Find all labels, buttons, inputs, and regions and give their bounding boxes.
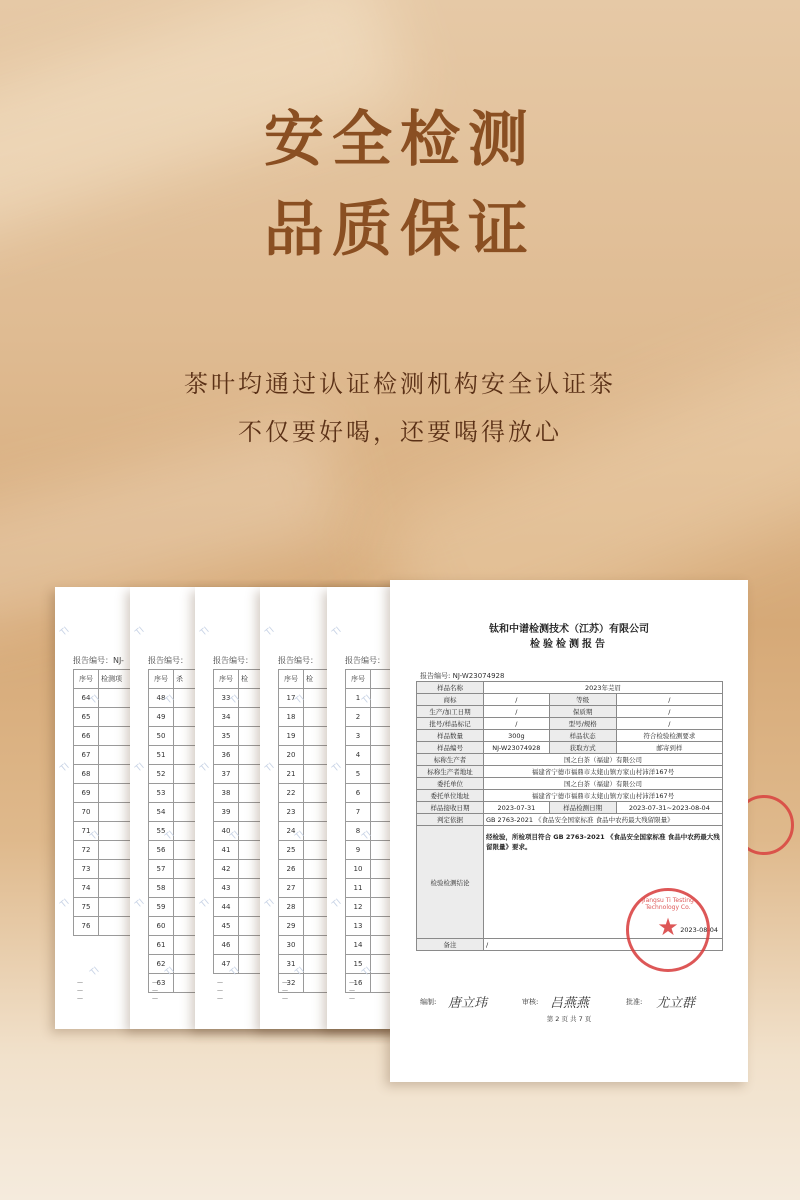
sheet-col-header: 序号: [149, 670, 174, 689]
row-number: 22: [279, 784, 304, 803]
row-number: 23: [279, 803, 304, 822]
field-label: 样品名称: [417, 682, 484, 694]
field-value: 国之白茶（福建）有限公司: [484, 778, 723, 790]
row-number: 69: [74, 784, 99, 803]
page-number: 第 2 页 共 7 页: [546, 1015, 592, 1023]
issue-date: 2023-08-04: [680, 926, 718, 934]
watermark-icon: TI: [133, 625, 147, 639]
row-number: 46: [214, 936, 239, 955]
field-value: /: [616, 694, 722, 706]
row-number: 42: [214, 860, 239, 879]
field-value: 2023年芫眉: [484, 682, 723, 694]
row-number: 37: [214, 765, 239, 784]
report-title: 检验检测报告: [530, 639, 608, 650]
row-number: 52: [149, 765, 174, 784]
test-report-front: [390, 580, 748, 1082]
row-number: 55: [149, 822, 174, 841]
watermark-icon: TI: [88, 829, 102, 843]
row-number: 71: [74, 822, 99, 841]
sheet-report-number: 报告编号：: [148, 656, 188, 665]
seal-star-icon: ★: [657, 913, 679, 941]
report-row: [417, 694, 723, 706]
field-label: 样品检测日期: [549, 802, 616, 814]
field-value: 2023-07-31: [484, 802, 550, 814]
heading-line2: 品质保证: [264, 195, 536, 265]
row-number: 47: [214, 955, 239, 974]
watermark-icon: TI: [330, 897, 344, 911]
field-value: /: [616, 718, 722, 730]
watermark-icon: TI: [198, 625, 212, 639]
sheet-report-number: 报告编号：: [213, 656, 253, 665]
row-number: 34: [214, 708, 239, 727]
sheet-col-header: 序号: [279, 670, 304, 689]
approver-signature: 尤立群: [656, 996, 696, 1011]
row-number: 70: [74, 803, 99, 822]
row-number: 31: [279, 955, 304, 974]
report-row: [417, 766, 723, 778]
report-number: 报告编号: NJ-W23074928: [420, 672, 505, 680]
row-number: 43: [214, 879, 239, 898]
report-row: [417, 778, 723, 790]
watermark-icon: TI: [293, 693, 307, 707]
row-number: 72: [74, 841, 99, 860]
row-number: 67: [74, 746, 99, 765]
conclusion-label: 检验检测结论: [417, 826, 484, 939]
watermark-icon: TI: [263, 625, 277, 639]
sheet-footer: — — —: [349, 979, 355, 1002]
row-number: 19: [279, 727, 304, 746]
row-number: 8: [346, 822, 371, 841]
field-value: /: [616, 706, 722, 718]
field-label: 批号/样品标记: [417, 718, 484, 730]
watermark-icon: TI: [198, 761, 212, 775]
row-number: 6: [346, 784, 371, 803]
row-number: 7: [346, 803, 371, 822]
subtitle-line2: 不仅要好喝，还要喝得放心: [238, 418, 562, 446]
row-number: 50: [149, 727, 174, 746]
row-number: 44: [214, 898, 239, 917]
report-company: 钛和中谱检测技术（江苏）有限公司: [489, 624, 649, 635]
field-value: 2023-07-31~2023-08-04: [616, 802, 722, 814]
watermark-icon: TI: [198, 897, 212, 911]
field-label: 委托单位地址: [417, 790, 484, 802]
watermark-icon: TI: [133, 761, 147, 775]
remark-value: /: [484, 939, 723, 951]
watermark-icon: TI: [263, 761, 277, 775]
report-row: [417, 742, 723, 754]
row-number: 2: [346, 708, 371, 727]
watermark-icon: TI: [330, 761, 344, 775]
row-number: 61: [149, 936, 174, 955]
field-label: 样品接收日期: [417, 802, 484, 814]
editor-label: 编制:: [420, 998, 437, 1006]
row-number: 14: [346, 936, 371, 955]
row-number: 45: [214, 917, 239, 936]
field-label: 保质期: [549, 706, 616, 718]
field-label: 生产/加工日期: [417, 706, 484, 718]
field-value: 福建省宁德市福鼎市太姥山镇方家山村沛洋167号: [484, 766, 723, 778]
row-number: 20: [279, 746, 304, 765]
watermark-icon: TI: [228, 965, 242, 979]
field-value: /: [484, 694, 550, 706]
sheet-col-header: 序号: [74, 670, 99, 689]
row-number: 54: [149, 803, 174, 822]
report-row: [417, 754, 723, 766]
field-label: 样品状态: [549, 730, 616, 742]
row-number: 33: [214, 689, 239, 708]
row-number: 12: [346, 898, 371, 917]
row-number: 3: [346, 727, 371, 746]
row-number: 73: [74, 860, 99, 879]
subtitle-line1: 茶叶均通过认证检测机构安全认证茶: [184, 370, 616, 398]
watermark-icon: TI: [58, 761, 72, 775]
field-value: 符合检验检测要求: [616, 730, 722, 742]
field-label: 样品数量: [417, 730, 484, 742]
row-number: 11: [346, 879, 371, 898]
row-number: 53: [149, 784, 174, 803]
row-number: 16: [346, 974, 371, 993]
sheet-report-number: 报告编号：: [345, 656, 385, 665]
row-number: 24: [279, 822, 304, 841]
field-value: /: [484, 706, 550, 718]
basis-label: 判定依据: [417, 814, 484, 826]
report-row: [417, 718, 723, 730]
row-number: 36: [214, 746, 239, 765]
row-number: 27: [279, 879, 304, 898]
watermark-icon: TI: [293, 965, 307, 979]
row-number: 13: [346, 917, 371, 936]
watermark-icon: TI: [163, 965, 177, 979]
sheet-footer: — — —: [282, 979, 288, 1002]
row-number: 25: [279, 841, 304, 860]
row-number: 60: [149, 917, 174, 936]
field-label: 获取方式: [549, 742, 616, 754]
sheet-report-number: 报告编号：NJ-: [73, 656, 124, 665]
watermark-icon: TI: [360, 693, 374, 707]
row-number: 9: [346, 841, 371, 860]
editor-signature: 唐立玮: [448, 996, 488, 1011]
row-number: 48: [149, 689, 174, 708]
field-value: 邮寄到样: [616, 742, 722, 754]
sheet-col-header: 序号: [346, 670, 371, 689]
watermark-icon: TI: [88, 693, 102, 707]
report-row: [417, 706, 723, 718]
watermark-icon: TI: [163, 829, 177, 843]
row-number: 59: [149, 898, 174, 917]
field-label: 等级: [549, 694, 616, 706]
row-number: 18: [279, 708, 304, 727]
row-number: 30: [279, 936, 304, 955]
field-label: 样品编号: [417, 742, 484, 754]
watermark-icon: TI: [228, 693, 242, 707]
approver-label: 批准:: [626, 998, 643, 1006]
reviewer-label: 审核:: [522, 998, 539, 1006]
field-label: 标称生产者: [417, 754, 484, 766]
row-number: 64: [74, 689, 99, 708]
row-number: 21: [279, 765, 304, 784]
field-label: 委托单位: [417, 778, 484, 790]
watermark-icon: TI: [263, 897, 277, 911]
row-number: 76: [74, 917, 99, 936]
red-seal-stamp: [626, 888, 710, 972]
watermark-icon: TI: [88, 965, 102, 979]
sheet-col-header: 杀: [174, 670, 422, 689]
watermark-icon: TI: [293, 829, 307, 843]
row-number: 40: [214, 822, 239, 841]
row-number: 5: [346, 765, 371, 784]
field-value: /: [484, 718, 550, 730]
field-value: 福建省宁德市福鼎市太姥山镇方家山村沛洋167号: [484, 790, 723, 802]
watermark-icon: TI: [360, 965, 374, 979]
reviewer-signature: 吕燕燕: [550, 996, 590, 1011]
row-number: 32: [279, 974, 304, 993]
row-number: 56: [149, 841, 174, 860]
sheet-col-header: 检: [304, 670, 472, 689]
field-value: 国之白茶（福建）有限公司: [484, 754, 723, 766]
basis-value: GB 2763-2021 《食品安全国家标准 食品中农药最大残留限量》: [484, 814, 723, 826]
row-number: 75: [74, 898, 99, 917]
field-value: NJ-W23074928: [484, 742, 550, 754]
row-number: 26: [279, 860, 304, 879]
sheet-footer: — — —: [217, 979, 223, 1002]
row-number: 39: [214, 803, 239, 822]
row-number: 10: [346, 860, 371, 879]
field-label: 商标: [417, 694, 484, 706]
row-number: 74: [74, 879, 99, 898]
row-number: 1: [346, 689, 371, 708]
sheet-footer: — — —: [77, 979, 83, 1002]
field-value: 300g: [484, 730, 550, 742]
report-row: [417, 682, 723, 694]
heading-line1: 安全检测: [264, 105, 536, 175]
watermark-icon: TI: [58, 897, 72, 911]
sheet-report-number: 报告编号：: [278, 656, 318, 665]
row-number: 29: [279, 917, 304, 936]
row-number: 62: [149, 955, 174, 974]
watermark-icon: TI: [228, 829, 242, 843]
sheet-col-header: 检测项: [99, 670, 387, 689]
row-number: 51: [149, 746, 174, 765]
seal-ring-text: Jiangsu Ti Testing Technology Co.: [642, 897, 694, 911]
report-row: [417, 802, 723, 814]
report-row: [417, 790, 723, 802]
watermark-icon: TI: [163, 693, 177, 707]
watermark-icon: TI: [360, 829, 374, 843]
row-number: 66: [74, 727, 99, 746]
watermark-icon: TI: [58, 625, 72, 639]
row-number: 58: [149, 879, 174, 898]
row-number: 35: [214, 727, 239, 746]
field-label: 标称生产者地址: [417, 766, 484, 778]
row-number: 68: [74, 765, 99, 784]
remark-label: 备注: [417, 939, 484, 951]
row-number: 49: [149, 708, 174, 727]
row-number: 38: [214, 784, 239, 803]
report-row: [417, 730, 723, 742]
sheet-col-header: 检: [239, 670, 427, 689]
watermark-icon: TI: [330, 625, 344, 639]
row-number: 17: [279, 689, 304, 708]
field-label: 型号/规格: [549, 718, 616, 730]
row-number: 41: [214, 841, 239, 860]
watermark-icon: TI: [133, 897, 147, 911]
row-number: 28: [279, 898, 304, 917]
conclusion-text: 经检验，所检项目符合 GB 2763-2021 《食品安全国家标准 食品中农药最大残留限量》要求。: [486, 833, 720, 851]
row-number: 65: [74, 708, 99, 727]
row-number: 57: [149, 860, 174, 879]
sheet-footer: — — —: [152, 979, 158, 1002]
row-number: 15: [346, 955, 371, 974]
row-number: 63: [149, 974, 174, 993]
sheet-col-header: 序号: [214, 670, 239, 689]
row-number: 4: [346, 746, 371, 765]
